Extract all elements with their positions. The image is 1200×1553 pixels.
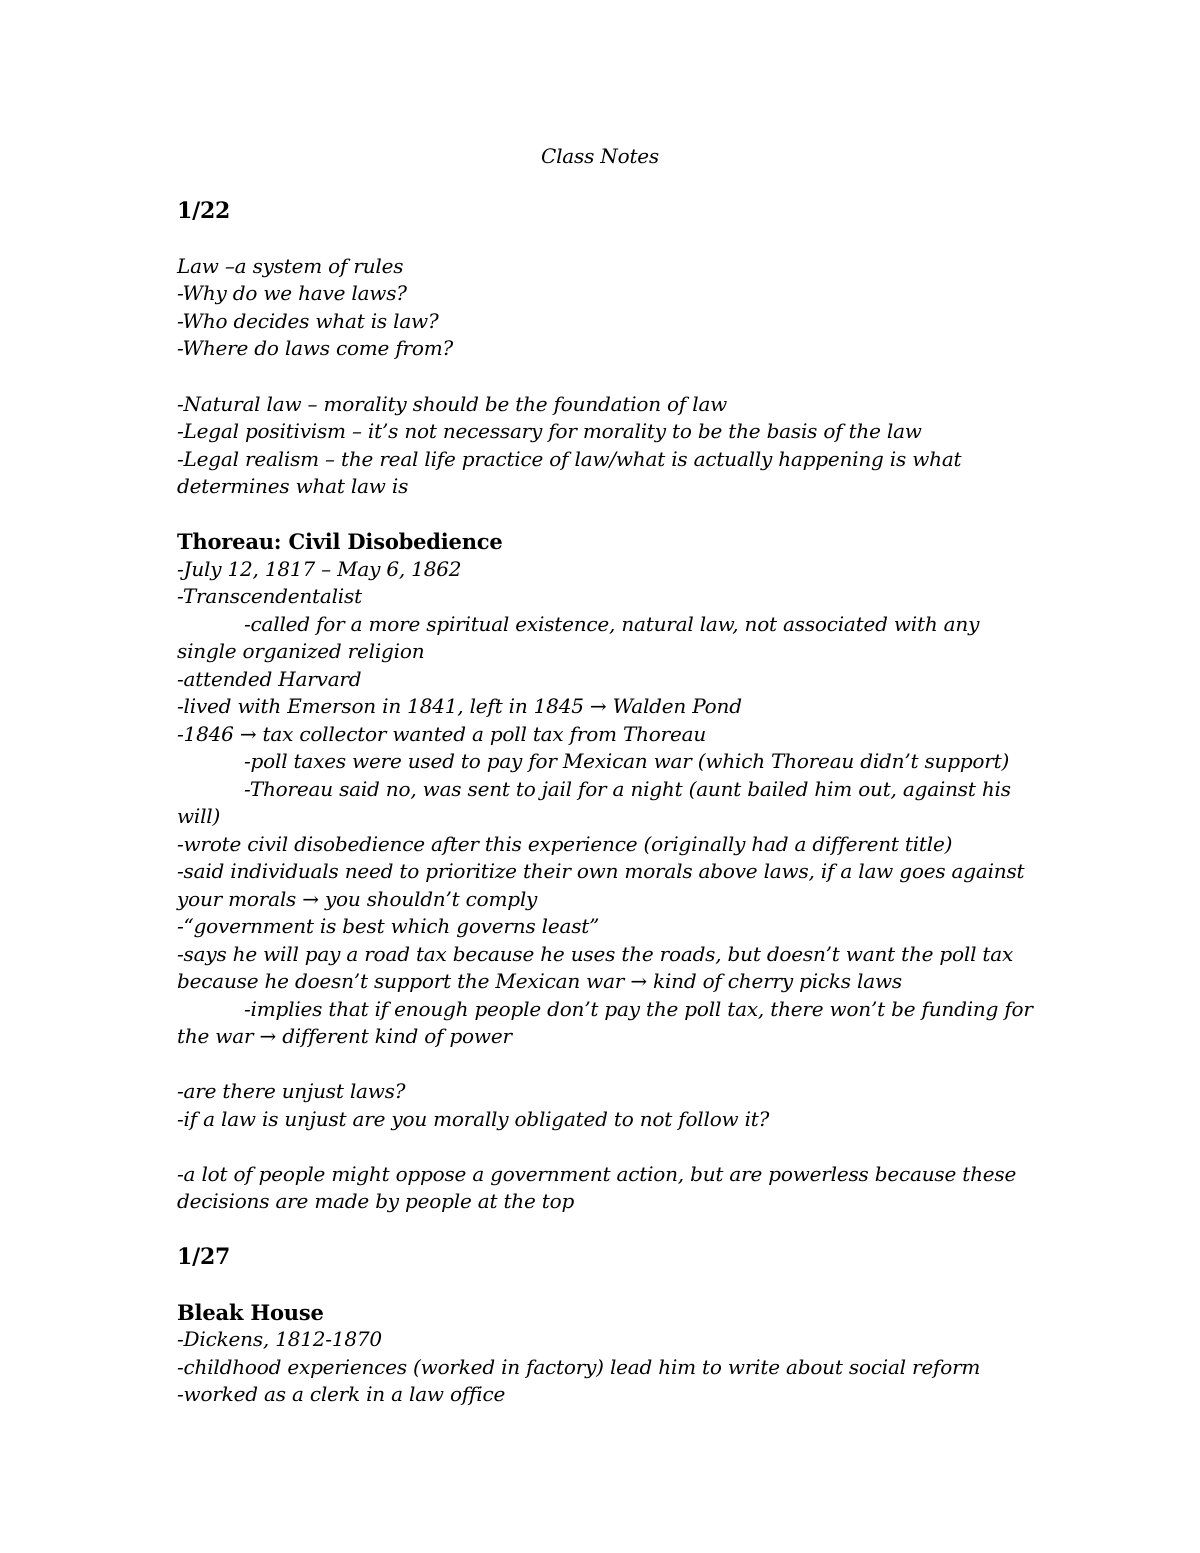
date-heading: 1/27 (177, 1244, 231, 1270)
note-line: -if a law is unjust are you morally obligated to not follow it? (177, 1107, 770, 1131)
note-line: your morals → you shouldn’t comply (177, 887, 538, 911)
note-line: -“government is best which governs least” (177, 914, 600, 938)
note-line: -lived with Emerson in 1841, left in 1845 → Walden Pond (177, 694, 742, 718)
note-line: -said individuals need to prioritize their own morals above laws, if a law goes against (177, 859, 1025, 883)
note-line: -Legal positivism – it’s not necessary for morality to be the basis of the law (177, 419, 922, 443)
note-line: -attended Harvard (177, 667, 362, 691)
date-heading: 1/22 (177, 198, 231, 224)
note-line: because he doesn’t support the Mexican war → kind of cherry picks laws (177, 969, 902, 993)
document-title: Class Notes (541, 144, 659, 168)
note-line: -Transcendentalist (177, 584, 362, 608)
section-heading: Bleak House (177, 1300, 324, 1325)
note-line: will) (177, 804, 221, 828)
note-line: the war → different kind of power (177, 1024, 512, 1048)
note-line: -are there unjust laws? (177, 1079, 406, 1103)
note-subline: -poll taxes were used to pay for Mexican war (which Thoreau didn’t support) (244, 749, 1010, 773)
section-heading: Thoreau: Civil Disobedience (177, 529, 503, 554)
note-line: -a lot of people might oppose a government action, but are powerless because these (177, 1162, 1017, 1186)
note-line: -says he will pay a road tax because he uses the roads, but doesn’t want the poll tax (177, 942, 1014, 966)
note-line: -Why do we have laws? (177, 281, 407, 305)
note-subline: -called for a more spiritual existence, natural law, not associated with any (244, 612, 980, 636)
note-subline: -Thoreau said no, was sent to jail for a night (aunt bailed him out, against his (244, 777, 1011, 801)
note-line: decisions are made by people at the top (177, 1189, 575, 1213)
note-line: -Legal realism – the real life practice of law/what is actually happening is what (177, 447, 962, 471)
note-line: -July 12, 1817 – May 6, 1862 (177, 557, 462, 581)
note-line: single organized religion (177, 639, 425, 663)
note-line: -Dickens, 1812-1870 (177, 1327, 382, 1351)
note-line: -Where do laws come from? (177, 336, 454, 360)
note-subline: -implies that if enough people don’t pay the poll tax, there won’t be funding for (244, 997, 1033, 1021)
note-line: -wrote civil disobedience after this experience (originally had a different title) (177, 832, 953, 856)
note-line: determines what law is (177, 474, 409, 498)
note-line: -Who decides what is law? (177, 309, 439, 333)
note-line: Law –a system of rules (177, 254, 404, 278)
note-line: -childhood experiences (worked in factory) lead him to write about social reform (177, 1355, 981, 1379)
note-line: -Natural law – morality should be the foundation of law (177, 392, 728, 416)
note-line: -worked as a clerk in a law office (177, 1382, 506, 1406)
note-line: -1846 → tax collector wanted a poll tax from Thoreau (177, 722, 707, 746)
